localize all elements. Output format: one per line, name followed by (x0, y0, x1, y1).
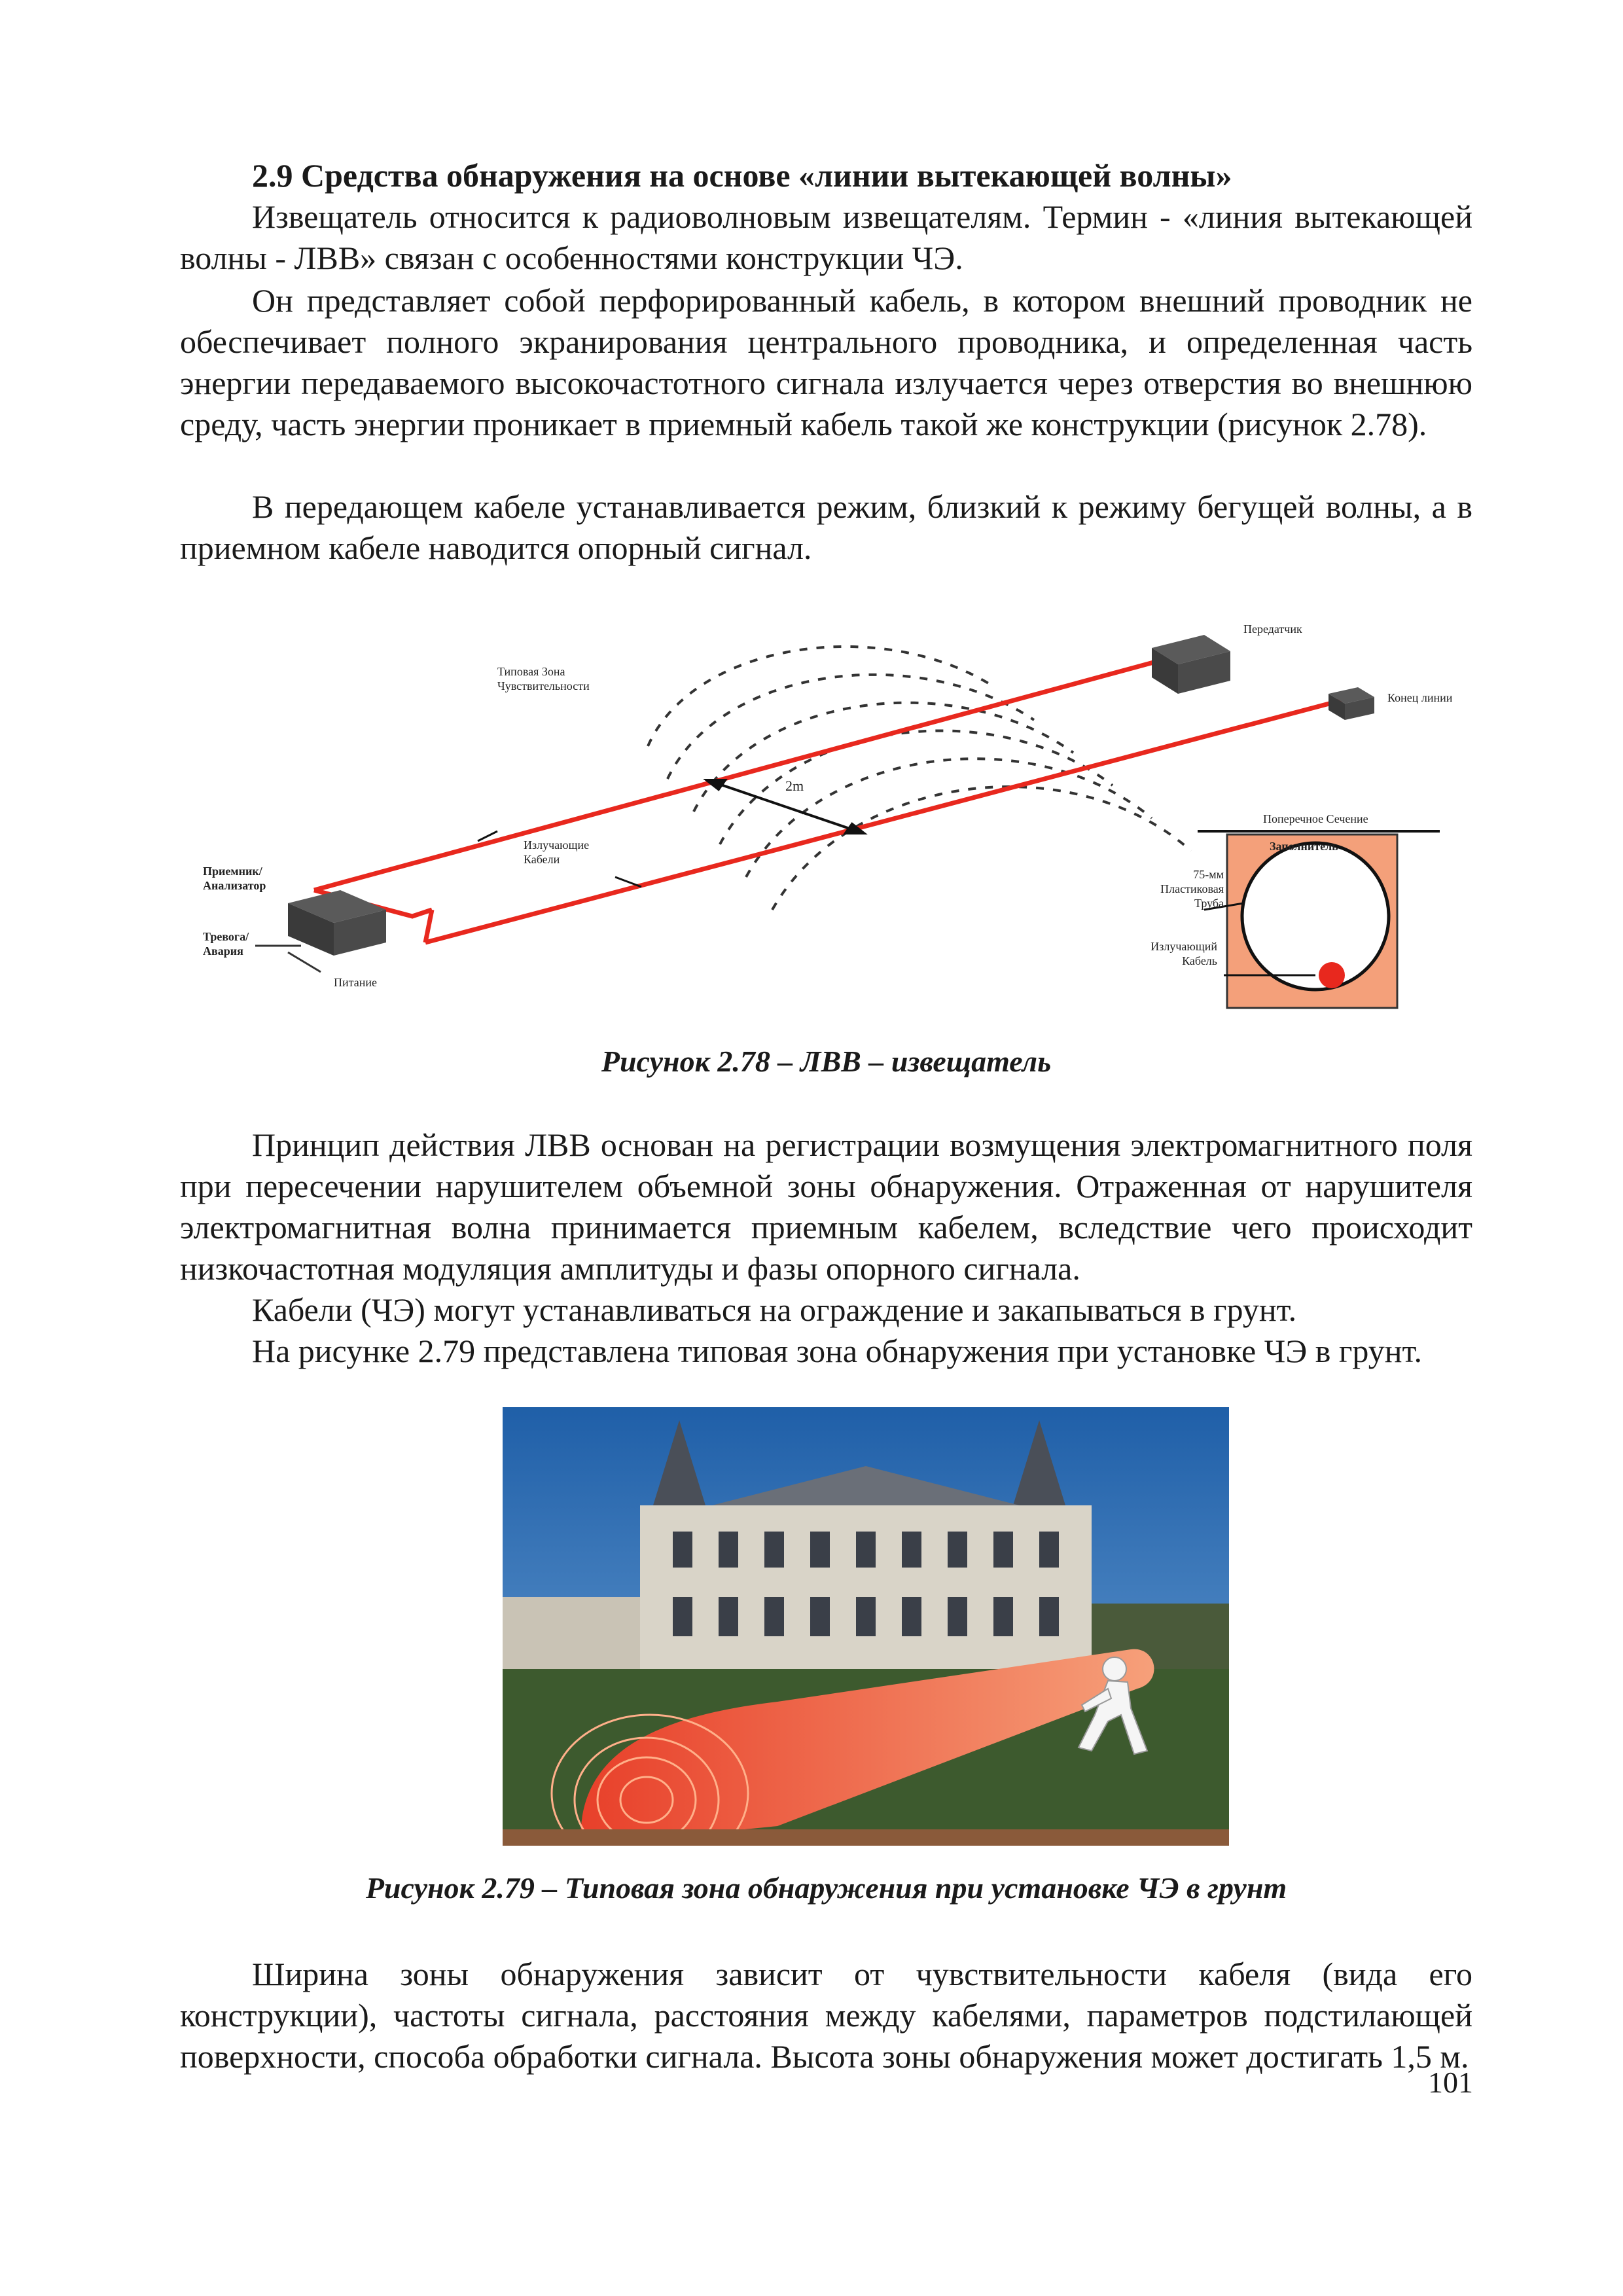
paragraph-2: Он представляет собой перфорированный кабель, в котором внешний проводник не обеспечивает полного экранирования центрального проводника, и определенная часть энергии передаваемого высокочастотного сигнала излучается через отверстия во внешнюю среду, часть энергии проникает в приемный кабель такой же конструкции (рисунок 2.78). (180, 282, 1472, 442)
soil-strip (503, 1829, 1229, 1846)
line-end-box (1329, 687, 1374, 720)
label-alarm: Тревога/ Авария (203, 930, 249, 958)
figure-2-78-diagram (196, 589, 1472, 1034)
label-pipe: 75-мм Пластиковая Труба (1160, 868, 1224, 910)
label-zone: Типовая Зона Чувствительности (497, 665, 590, 692)
figure-2-78-caption: Рисунок 2.78 – ЛВВ – извещатель (601, 1045, 1052, 1078)
paragraph-4: Принцип действия ЛВВ основан на регистрации возмущения электромагнитного поля при пересечении нарушителем объемной зоны обнаружения. Отраженная от нарушителя электромагнитная волна принимается приемным кабелем, вследствие чего происходит низкочастотная модуляция амплитуды и фазы опорного сигнала. (180, 1126, 1472, 1287)
paragraph-7: Ширина зоны обнаружения зависит от чувствительности кабеля (вида его конструкции), частоты сигнала, расстояния между кабелями, параметров подстилающей поверхности, способа обработки сигнала. Высота зоны обнаружения может достигать 1,5 м. (180, 1956, 1472, 2075)
label-transmitter: Передатчик (1243, 622, 1302, 636)
label-cables: Излучающие Кабели (524, 838, 590, 866)
page-number: 101 (1428, 2066, 1473, 2099)
section-heading: 2.9 Средства обнаружения на основе «линии вытекающей волны» (252, 157, 1232, 194)
label-filler: Заполнитель (1270, 840, 1338, 853)
receiver-wires (255, 946, 321, 972)
paragraph-3: В передающем кабеле устанавливается режим, близкий к режиму бегущей волны, а в приемном кабеле наводится опорный сигнал. (180, 488, 1472, 566)
figure-2-79-image (503, 1407, 1229, 1846)
paragraph-5: Кабели (ЧЭ) могут устанавливаться на ограждение и закапываться в грунт. (252, 1291, 1297, 1328)
label-line-end: Конец линии (1387, 691, 1453, 704)
label-power: Питание (334, 976, 377, 989)
cross-section (1198, 831, 1440, 1008)
paragraph-1: Извещатель относится к радиоволновым извещателям. Термин - «линия вытекающей волны - ЛВВ» связан с особенностями конструкции ЧЭ. (180, 198, 1472, 276)
label-distance: 2m (785, 778, 804, 794)
paragraph-6: На рисунке 2.79 представлена типовая зона обнаружения при установке ЧЭ в грунт. (252, 1333, 1423, 1369)
transmitter-box (1152, 635, 1230, 694)
label-cross-section: Поперечное Сечение (1263, 812, 1368, 825)
label-receiver: Приемник/ Анализатор (203, 865, 266, 892)
label-radiating-cable: Излучающий Кабель (1150, 940, 1217, 967)
figure-2-79-caption: Рисунок 2.79 – Типовая зона обнаружения при установке ЧЭ в грунт (365, 1871, 1287, 1905)
receiver-box (288, 890, 386, 956)
detection-zone-illustration (503, 1407, 1229, 1846)
